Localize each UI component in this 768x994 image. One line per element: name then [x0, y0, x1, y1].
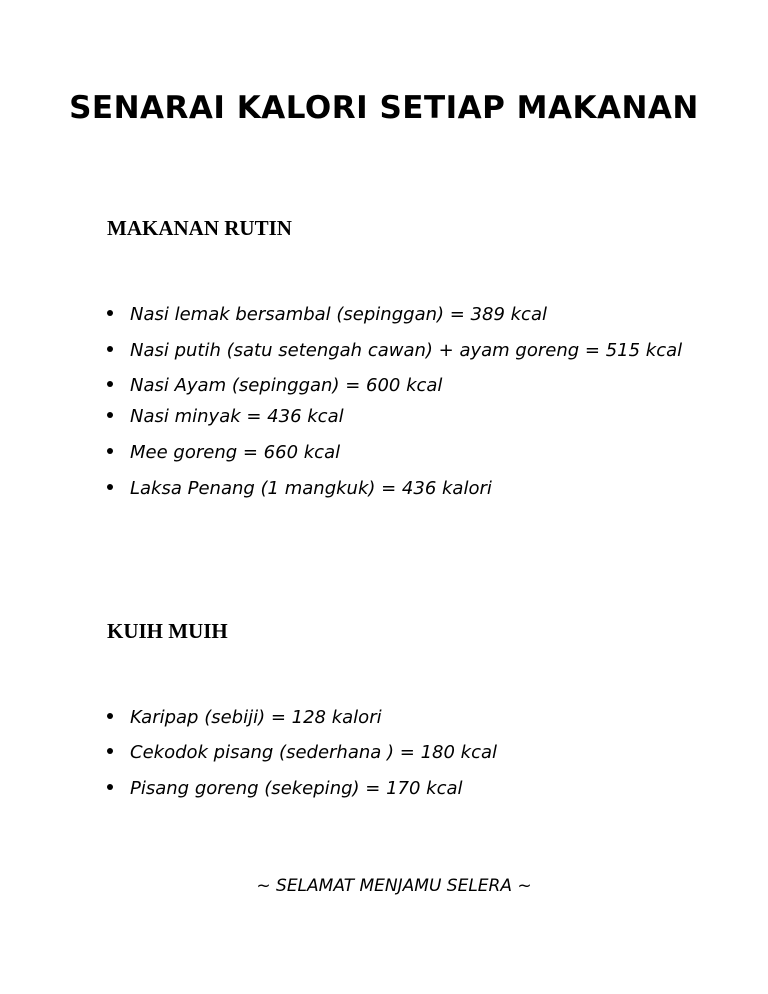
list-item	[107, 374, 442, 398]
list-item	[107, 477, 492, 501]
list-item-text: Mee goreng = 660 kcal	[130, 442, 341, 463]
list-item	[107, 441, 340, 465]
bullet-icon	[107, 713, 113, 719]
list-item-text: Nasi Ayam (sepinggan) = 600 kcal	[130, 375, 443, 396]
bullet-icon	[107, 784, 113, 790]
bullet-icon	[107, 310, 113, 316]
list-item	[107, 741, 497, 765]
bullet-icon	[107, 381, 113, 387]
list-item-text: Pisang goreng (sekeping) = 170 kcal	[130, 778, 463, 799]
list-item	[107, 777, 463, 801]
list-item	[107, 706, 382, 730]
section-heading-makanan-rutin: MAKANAN RUTIN	[107, 216, 292, 240]
list-item	[107, 303, 547, 327]
list-item	[107, 339, 682, 363]
bullet-icon	[107, 448, 113, 454]
list-item-text: Karipap (sebiji) = 128 kalori	[130, 707, 382, 728]
page-title: SENARAI KALORI SETIAP MAKANAN	[69, 90, 699, 126]
list-item-text: Cekodok pisang (sederhana ) = 180 kcal	[130, 742, 498, 763]
closing-message: ~ SELAMAT MENJAMU SELERA ~	[256, 876, 532, 896]
list-item-text: Nasi putih (satu setengah cawan) + ayam goreng = 515 kcal	[130, 340, 683, 361]
bullet-icon	[107, 484, 113, 490]
bullet-icon	[107, 346, 113, 352]
bullet-icon	[107, 412, 113, 418]
list-item-text: Nasi minyak = 436 kcal	[130, 406, 344, 427]
bullet-icon	[107, 748, 113, 754]
list-item-text: Laksa Penang (1 mangkuk) = 436 kalori	[130, 478, 492, 499]
list-item	[107, 405, 344, 429]
list-item-text: Nasi lemak bersambal (sepinggan) = 389 kcal	[130, 304, 547, 325]
section-heading-kuih-muih: KUIH MUIH	[107, 619, 228, 643]
